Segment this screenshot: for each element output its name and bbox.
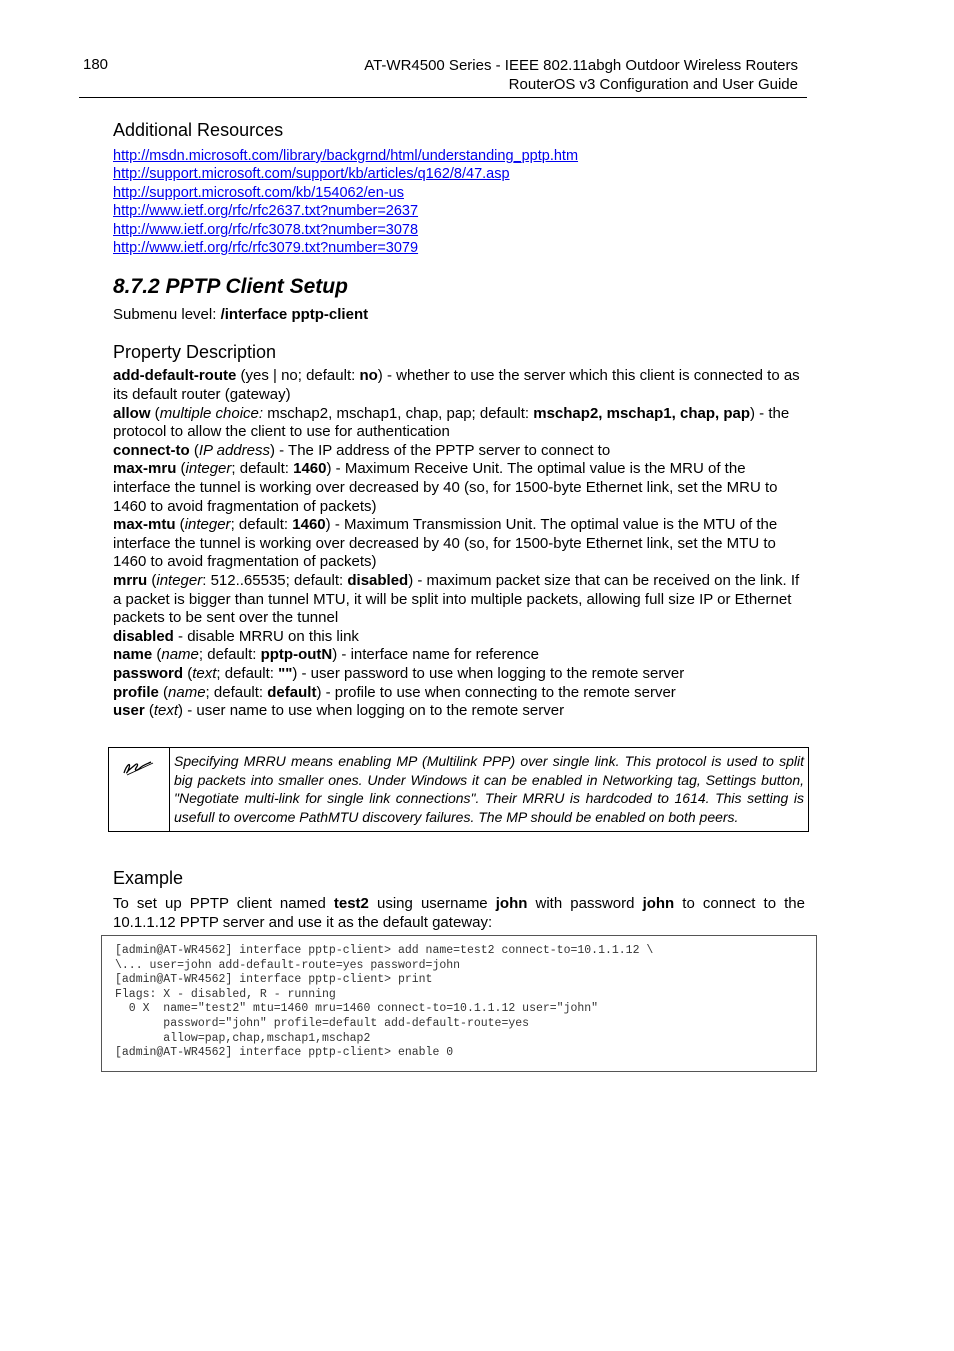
resource-link[interactable]: http://www.ietf.org/rfc/rfc3078.txt?number=3078 xyxy=(113,221,419,238)
text-run: ) - user name to use when logging on to the remote server xyxy=(178,702,565,720)
italic-text: integer xyxy=(156,571,203,589)
running-header xyxy=(364,56,798,94)
property-item xyxy=(113,665,805,684)
resource-link[interactable]: http://www.ietf.org/rfc/rfc2637.txt?number=2637 xyxy=(113,203,419,220)
text-run: ( xyxy=(189,441,199,459)
property-item xyxy=(113,460,805,516)
bold-text: disabled xyxy=(347,571,409,589)
text-run: ( xyxy=(144,702,154,720)
bold-text: max-mru xyxy=(113,460,177,478)
code-line: [admin@AT-WR4562] interface pptp-client> enable 0 xyxy=(115,1046,454,1060)
text-run: ( xyxy=(175,516,185,534)
property-item xyxy=(113,628,805,647)
text-run: ( xyxy=(176,460,186,478)
italic-text: text xyxy=(153,702,179,720)
bold-text: "" xyxy=(278,664,293,682)
bold-text: password xyxy=(113,664,184,682)
code-block xyxy=(101,935,817,1072)
header-title-line2: RouterOS v3 Configuration and User Guide xyxy=(508,76,798,93)
section-title: 8.7.2 PPTP Client Setup xyxy=(113,275,348,299)
text-run: ( xyxy=(152,646,162,664)
property-item xyxy=(113,646,805,665)
property-item xyxy=(113,702,805,721)
text-run: ) - maximum packet size that can be received on the link. If a packet is bigger than tunnel MTU, it will be split into multiple packets, allowing full size IP or Ethernet packets to be sent over the tunnel xyxy=(113,571,800,627)
italic-text: name xyxy=(161,646,199,664)
text-run: with password xyxy=(527,895,643,912)
text-run: ( xyxy=(147,571,157,589)
text-run: : 512..65535; default: xyxy=(202,571,348,589)
code-line: password="john" profile=default add-default-route=yes xyxy=(115,1016,530,1030)
code-line: [admin@AT-WR4562] interface pptp-client> add name=test2 connect-to=10.1.1.12 \ xyxy=(115,944,654,957)
resource-link[interactable]: http://www.ietf.org/rfc/rfc3079.txt?number=3079 xyxy=(113,240,419,257)
bold-text: add-default-route xyxy=(113,367,237,385)
italic-text: IP address xyxy=(198,441,270,459)
text-run: ; default: xyxy=(231,460,294,478)
bold-text: profile xyxy=(113,683,159,701)
bold-text: allow xyxy=(113,404,151,422)
text-run: ( xyxy=(150,404,160,422)
example-heading: Example xyxy=(113,868,184,888)
header-rule xyxy=(79,97,807,98)
bold-text: connect-to xyxy=(113,441,190,459)
italic-text: integer xyxy=(184,516,231,534)
additional-resources-heading: Additional Resources xyxy=(113,120,284,140)
property-item xyxy=(113,442,805,461)
bold-text: john xyxy=(642,895,675,912)
header-title-line1: AT-WR4500 Series - IEEE 802.11abgh Outdoor Wireless Routers xyxy=(364,57,798,74)
text-run: ) - whether to use the server which this client is connected to as its default router (gateway) xyxy=(113,367,800,404)
bold-text: user xyxy=(113,702,145,720)
italic-text: multiple choice: xyxy=(159,404,264,422)
bold-text: no xyxy=(359,367,378,385)
bold-text: mrru xyxy=(113,571,148,589)
property-item xyxy=(113,684,805,703)
text-run: mschap2, mschap1, chap, pap; default: xyxy=(263,404,534,422)
property-item xyxy=(113,572,805,628)
text-run: using username xyxy=(368,895,496,912)
property-item xyxy=(113,405,805,442)
bold-text: test2 xyxy=(333,895,369,912)
bold-text: disabled xyxy=(113,627,174,645)
bold-text: name xyxy=(113,646,153,664)
code-line: Flags: X - disabled, R - running xyxy=(115,987,336,1001)
text-run: ( xyxy=(158,683,169,701)
submenu-label: Submenu level: xyxy=(113,306,221,324)
resource-link[interactable]: http://support.microsoft.com/support/kb/articles/q162/8/47.asp xyxy=(113,166,510,183)
text-run: ) - the protocol to allow the client to use for authentication xyxy=(113,404,790,441)
bold-text: max-mtu xyxy=(113,516,176,534)
example-section xyxy=(113,868,805,932)
text-run: ; default: xyxy=(205,683,268,701)
note-box xyxy=(108,747,809,832)
text-run: ; default: xyxy=(230,516,293,534)
page-number: 180 xyxy=(83,56,109,73)
text-run: ) - The IP address of the PPTP server to connect to xyxy=(270,441,611,459)
submenu-level xyxy=(113,305,805,324)
italic-text: text xyxy=(192,664,217,682)
bold-text: john xyxy=(495,895,528,912)
text-run: ; default: xyxy=(216,664,279,682)
main-content xyxy=(113,120,805,721)
italic-text: name xyxy=(168,683,206,701)
submenu-value: /interface pptp-client xyxy=(220,306,369,324)
code-line: \... user=john add-default-route=yes password=john xyxy=(115,958,461,972)
bold-text: 1460 xyxy=(292,516,326,534)
pen-note-icon xyxy=(109,748,170,831)
property-item xyxy=(113,516,805,572)
code-line: allow=pap,chap,mschap1,mschap2 xyxy=(115,1031,371,1045)
text-run: ( xyxy=(183,664,193,682)
text-run: ) - profile to use when connecting to the remote server xyxy=(316,683,676,701)
bold-text: 1460 xyxy=(293,460,327,478)
bold-text: mschap2, mschap1, chap, pap xyxy=(533,404,750,422)
text-run: ) - interface name for reference xyxy=(332,646,540,664)
resource-links xyxy=(113,147,805,257)
code-line: [admin@AT-WR4562] interface pptp-client> print xyxy=(115,973,433,987)
text-run: To set up PPTP client named xyxy=(113,895,334,912)
bold-text: pptp-outN xyxy=(260,646,333,664)
note-text: Specifying MRRU means enabling MP (Multilink PPP) over single link. This protocol is used to split big packets into smaller ones. Under Windows it can be enabled in Networking tag, Settings button, "Negotiate multi-link for single link connections". Their MRRU is hardcoded to 1614. This setting is usefull to overcome PathMTU discovery failures. The MP should be enabled on both peers. xyxy=(174,753,804,825)
code-line: 0 X name="test2" mtu=1460 mru=1460 connect-to=10.1.1.12 user="john" xyxy=(115,1002,599,1016)
property-description-heading: Property Description xyxy=(113,342,277,363)
bold-text: default xyxy=(267,683,317,701)
resource-link[interactable]: http://support.microsoft.com/kb/154062/en-us xyxy=(113,184,404,201)
example-description xyxy=(113,895,805,932)
text-run: ) - Maximum Receive Unit. The optimal value is the MRU of the interface the tunnel is working over decreased by 40 (so, for 1500-byte Ethernet link, set the MRU to 1460 to avoid fragmentation of packets) xyxy=(113,460,778,515)
text-run: ) - user password to use when logging to the remote server xyxy=(292,664,685,682)
property-list xyxy=(113,367,805,720)
text-run: (yes | no; default: xyxy=(236,367,360,385)
text-run: - disable MRRU on this link xyxy=(173,627,359,645)
resource-link[interactable]: http://msdn.microsoft.com/library/backgrnd/html/understanding_pptp.htm xyxy=(113,148,579,164)
italic-text: integer xyxy=(185,460,232,478)
text-run: ) - Maximum Transmission Unit. The optimal value is the MTU of the interface the tunnel is working over decreased by 40 (so, for 1500-byte Ethernet link, set the MTU to 1460 to avoid fragmentation of packets) xyxy=(113,516,778,571)
text-run: to connect to the 10.1.1.12 PPTP server and use it as the default gateway: xyxy=(113,895,805,931)
text-run: ; default: xyxy=(198,646,261,664)
property-item xyxy=(113,367,805,404)
